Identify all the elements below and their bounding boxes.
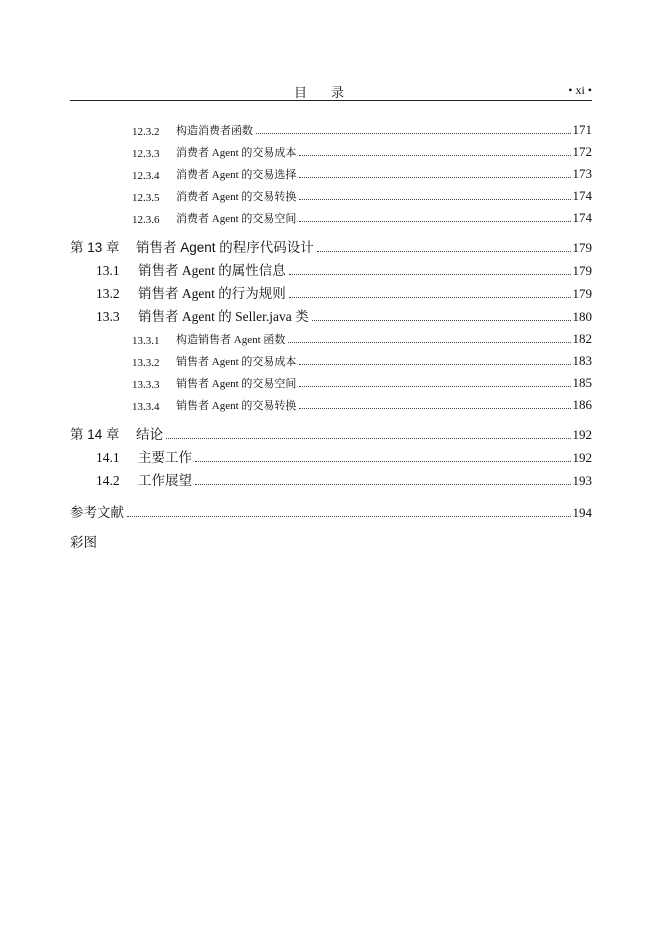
entry-number: 13.3.3 [132,379,160,391]
header-title: 目录 [293,85,368,100]
entry-number: 13.3.2 [132,357,160,369]
toc-entry[interactable] [70,182,592,204]
dot-leader [299,176,570,178]
entry-number: 12.3.2 [132,126,160,138]
entry-number: 12.3.6 [132,214,160,226]
entry-page: 174 [572,188,592,203]
entry-number: 12.3.3 [132,148,160,160]
toc-chapter-14[interactable] [70,419,592,443]
toc-section[interactable] [70,466,592,489]
section-title: 工作展望 [138,473,192,488]
dot-leader [299,407,570,409]
toc-section[interactable] [70,256,592,279]
toc-entry[interactable] [70,160,592,182]
toc-section[interactable] [70,302,592,325]
chapter-page: 192 [572,427,592,442]
dot-leader [195,460,571,462]
entry-page: 174 [572,210,592,225]
dot-leader [317,250,571,252]
dot-leader [289,296,571,298]
toc-references[interactable] [70,497,592,521]
entry-page: 186 [572,397,592,412]
dot-leader [299,154,570,156]
entry-number: 13.3.4 [132,401,160,413]
section-page: 180 [572,309,592,324]
entry-title: 销售者 Agent 的交易转换 [176,400,297,412]
toc-entry[interactable] [70,116,592,138]
dot-leader [299,385,570,387]
section-title: 销售者 Agent 的 Seller.java 类 [138,309,309,324]
dot-leader [312,319,571,321]
references-page: 194 [572,505,592,520]
section-page: 193 [572,473,592,488]
section-title: 销售者 Agent 的行为规则 [138,286,286,301]
toc-entry[interactable] [70,369,592,391]
entry-title: 构造消费者函数 [176,125,253,137]
entry-number: 12.3.4 [132,170,160,182]
entry-title: 消费者 Agent 的交易选择 [176,169,297,181]
section-page: 179 [572,263,592,278]
chapter-number: 第 13 章 [70,240,120,255]
dot-leader [127,515,571,517]
references-title: 参考文献 [70,505,124,520]
dot-leader [299,198,570,200]
chapter-page: 179 [572,240,592,255]
section-title: 销售者 Agent 的属性信息 [138,263,286,278]
dot-leader [288,341,570,343]
entry-title: 销售者 Agent 的交易成本 [176,356,297,368]
entry-page: 183 [572,353,592,368]
dot-leader [289,273,571,275]
entry-title: 销售者 Agent 的交易空间 [176,378,297,390]
section-number: 14.1 [96,450,120,465]
table-of-contents [70,116,592,551]
entry-title: 消费者 Agent 的交易转换 [176,191,297,203]
chapter-number: 第 14 章 [70,427,120,442]
entry-page: 173 [572,166,592,181]
section-number: 14.2 [96,473,120,488]
toc-entry[interactable] [70,347,592,369]
color-plates-title: 彩图 [70,535,97,550]
chapter-title: 结论 [136,427,163,442]
dot-leader [299,363,570,365]
header-page-number: • xi • [568,83,592,97]
toc-section[interactable] [70,279,592,302]
toc-entry[interactable] [70,391,592,413]
section-title: 主要工作 [138,450,192,465]
dot-leader [299,220,570,222]
entry-title: 消费者 Agent 的交易空间 [176,213,297,225]
dot-leader [195,483,571,485]
toc-section[interactable] [70,443,592,466]
entry-number: 12.3.5 [132,192,160,204]
section-number: 13.3 [96,309,120,324]
entry-title: 构造销售者 Agent 函数 [176,334,286,346]
entry-page: 185 [572,375,592,390]
dot-leader [256,132,571,134]
toc-chapter-13[interactable] [70,232,592,256]
toc-entry[interactable] [70,325,592,347]
entry-page: 171 [572,122,592,137]
section-number: 13.1 [96,263,120,278]
dot-leader [166,437,571,439]
section-number: 13.2 [96,286,120,301]
toc-entry[interactable] [70,204,592,226]
section-page: 192 [572,450,592,465]
entry-page: 182 [572,331,592,346]
chapter-title: 销售者 Agent 的程序代码设计 [136,240,314,255]
toc-entry[interactable] [70,138,592,160]
toc-color-plates[interactable] [70,527,592,551]
section-page: 179 [572,286,592,301]
page-header [70,78,592,101]
entry-page: 172 [572,144,592,159]
entry-number: 13.3.1 [132,335,160,347]
entry-title: 消费者 Agent 的交易成本 [176,147,297,159]
